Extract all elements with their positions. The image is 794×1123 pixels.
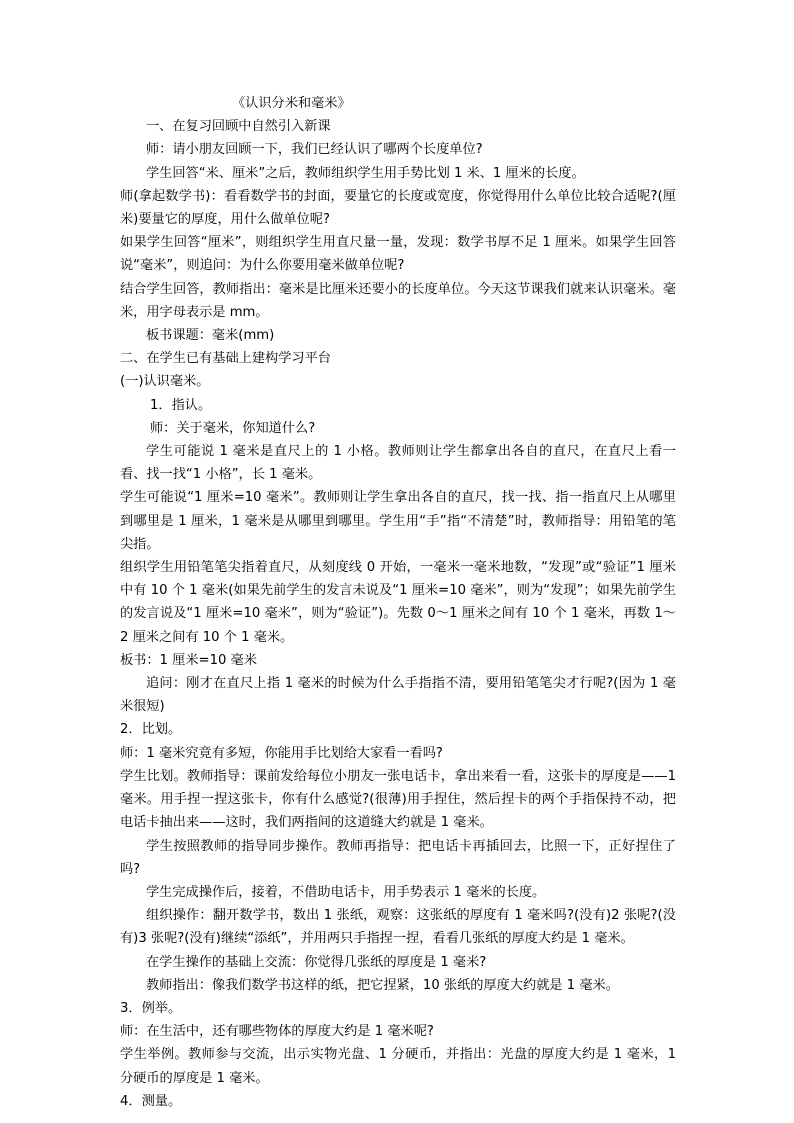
paragraph: 结合学生回答，教师指出：毫米是比厘米还要小的长度单位。今天这节课我们就来认识毫米。毫米，用字母表示是 mm。	[120, 281, 676, 320]
paragraph: 追问：刚才在直尺上指 1 毫米的时候为什么手指指不清，要用铅笔笔尖才行呢?(因为 1 毫米很短)	[120, 676, 676, 715]
paragraph: 学生举例。教师参与交流，出示实物光盘、1 分硬币，并指出：光盘的厚度大约是 1 毫米，1 分硬币的厚度是 1 毫米。	[120, 1047, 676, 1086]
paragraph: 学生可能说“1 厘米=10 毫米”。教师则让学生拿出各自的直尺，找一找、指一指直尺上从哪里到哪里是 1 厘米，1 毫米是从哪里到哪里。学生用“手”指“不清楚”时，教师指导：用铅笔的笔尖指。	[120, 490, 676, 552]
item-heading: 2．比划。	[120, 722, 182, 738]
paragraph: 在学生操作的基础上交流：你觉得几张纸的厚度是 1 毫米?	[146, 954, 487, 970]
subsection-heading: (一)认识毫米。	[120, 374, 210, 390]
document-title: 《认识分米和毫米》	[232, 96, 351, 111]
paragraph: 板书课题：毫米(mm)	[146, 328, 275, 344]
item-heading: 3．例举。	[120, 1000, 182, 1016]
paragraph: 学生完成操作后，接着，不借助电话卡，用手势表示 1 毫米的长度。	[146, 884, 546, 900]
section-heading: 二、在学生已有基础上建构学习平台	[120, 351, 331, 367]
paragraph: 学生比划。教师指导：课前发给每位小朋友一张电话卡，拿出来看一看，这张卡的厚度是——1 毫米。用手捏一捏这张卡，你有什么感觉?(很薄)用手捏住，然后捏卡的两个手指保持不动，把电话卡抽出来——这时，我们两指间的这道缝大约就是 1 毫米。	[120, 768, 676, 831]
paragraph: 师(拿起数学书)：看看数学书的封面，要量它的长度或宽度，你觉得用什么单位比较合适呢?(厘米)要量它的厚度，用什么做单位呢?	[120, 188, 676, 228]
paragraph: 师：请小朋友回顾一下，我们已经认识了哪两个长度单位?	[146, 142, 483, 158]
paragraph: 组织学生用铅笔笔尖指着直尺，从刻度线 0 开始，一毫米一毫米地数，“发现”或“验证”1 厘米中有 10 个 1 毫米(如果先前学生的发言未说及“1 厘米=10 毫米”，则为“发现”；如果先前学生的发言说及“1 厘米=10 毫米”，则为“验证”)。先数 0～1 厘米之间有 10 个 1 毫米，再数 1～2 厘米之间有 10 个 1 毫米。	[120, 560, 676, 645]
paragraph: 学生可能说 1 毫米是直尺上的 1 小格。教师则让学生都拿出各自的直尺，在直尺上看一看、找一找“1 小格”，长 1 毫米。	[120, 444, 676, 483]
paragraph: 师：关于毫米，你知道什么?	[150, 420, 316, 436]
document-body	[120, 92, 676, 1113]
paragraph: 学生回答“米、厘米”之后，教师组织学生用手势比划 1 米、1 厘米的长度。	[146, 165, 585, 181]
section-heading: 一、在复习回顾中自然引入新课	[146, 119, 331, 135]
paragraph: 师：在生活中，还有哪些物体的厚度大约是 1 毫米呢?	[120, 1024, 434, 1040]
paragraph: 学生按照教师的指导同步操作。教师再指导：把电话卡再插回去，比照一下，正好捏住了吗?	[120, 838, 676, 877]
item-heading: 4．测量。	[120, 1093, 182, 1109]
paragraph: 如果学生回答“厘米”，则组织学生用直尺量一量，发现：数学书厚不足 1 厘米。如果学生回答说“毫米”，则追问：为什么你要用毫米做单位呢?	[120, 235, 676, 274]
item-heading: 1．指认。	[150, 397, 212, 413]
paragraph: 师：1 毫米究竟有多短，你能用手比划给大家看一看吗?	[120, 745, 443, 761]
paragraph: 组织操作：翻开数学书，数出 1 张纸，观察：这张纸的厚度有 1 毫米吗?(没有)2 张呢?(没有)3 张呢?(没有)继续“添纸”，并用两只手指捏一捏，看看几张纸的厚度大约是 1 毫米。	[120, 908, 676, 947]
paragraph: 板书：1 厘米=10 毫米	[120, 652, 257, 668]
paragraph: 教师指出：像我们数学书这样的纸，把它捏紧，10 张纸的厚度大约就是 1 毫米。	[146, 977, 619, 993]
